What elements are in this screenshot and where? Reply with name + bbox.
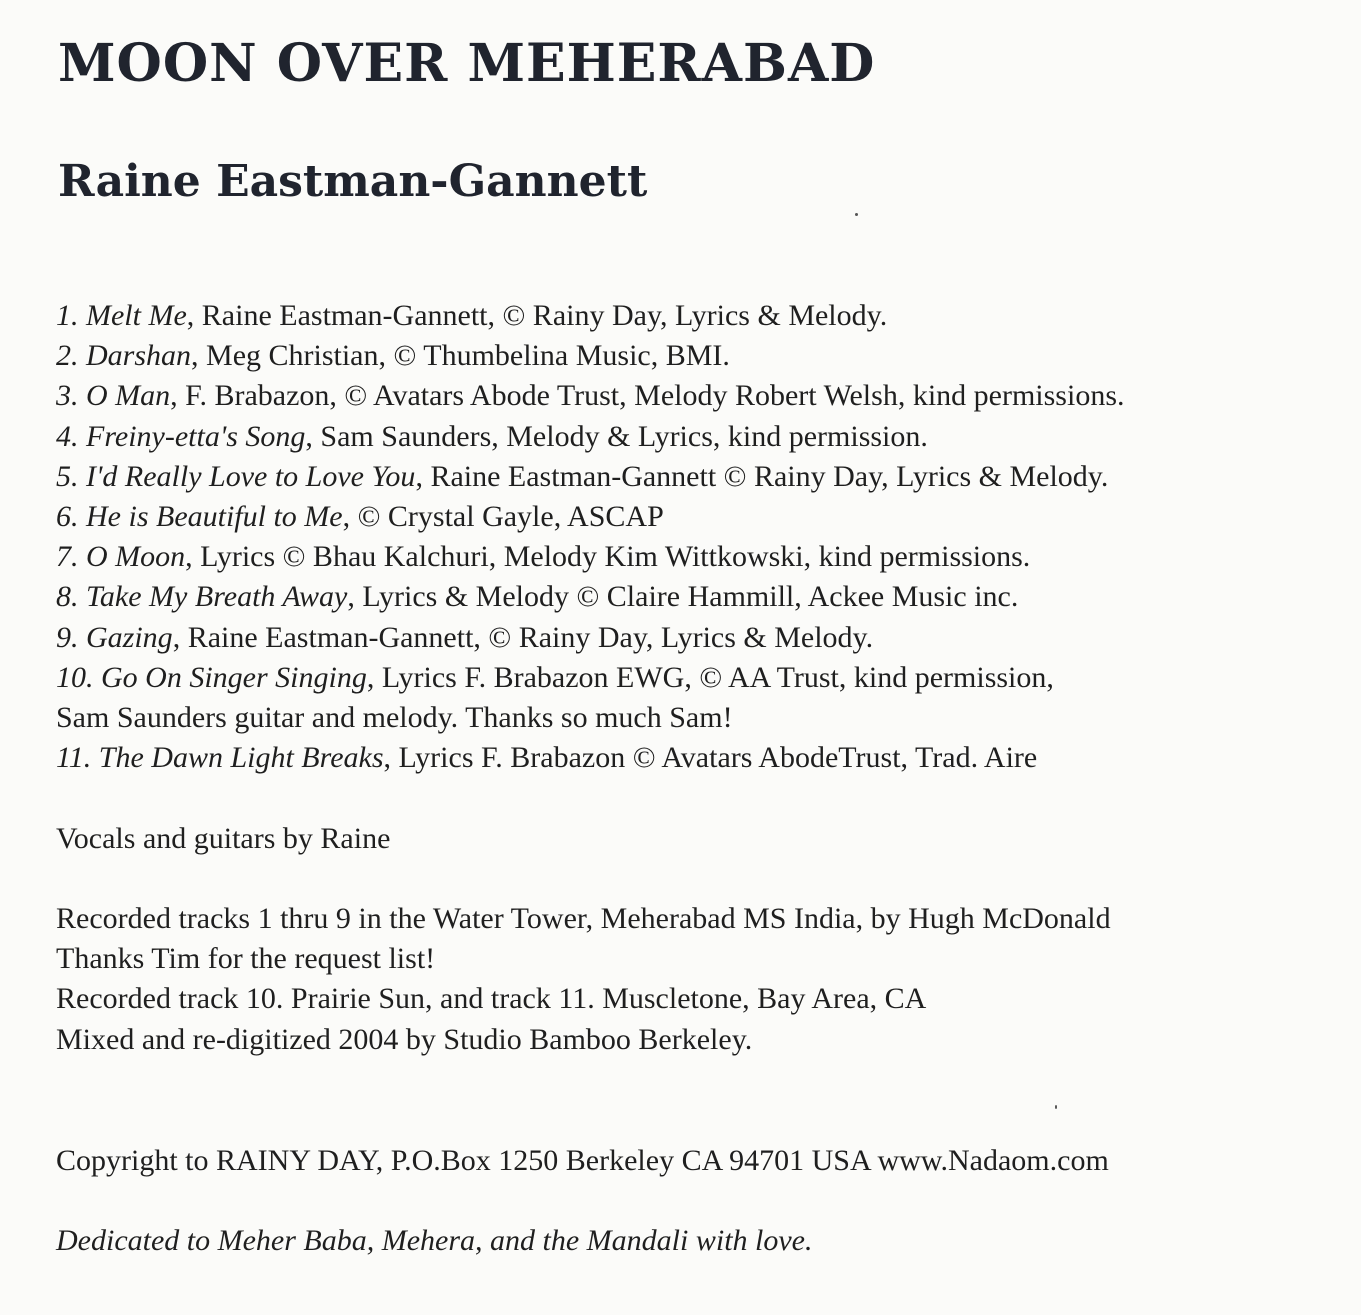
track-list [56, 296, 1125, 778]
track-number: 7. [56, 540, 86, 574]
recording-line: Recorded track 10. Prairie Sun, and track 11. Muscletone, Bay Area, CA [56, 982, 927, 1016]
track-item [56, 658, 1125, 698]
track-number: 3. [56, 379, 86, 413]
track-number: 10. [56, 660, 101, 694]
track-item [56, 738, 1125, 778]
track-credit: , Raine Eastman-Gannett, © Rainy Day, Lyrics & Melody. [172, 620, 874, 654]
track-credit: , Lyrics F. Brabazon © Avatars AbodeTrust, Trad. Aire [383, 741, 1038, 775]
track-credit: , Raine Eastman-Gannett © Rainy Day, Lyrics & Melody. [415, 459, 1109, 493]
track-item [56, 296, 1125, 336]
track-credit: , Meg Christian, © Thumbelina Music, BMI. [191, 339, 730, 373]
track-number: 5. [56, 459, 86, 493]
track-title: Melt Me [86, 299, 187, 332]
track-item [56, 618, 1125, 658]
track-number: 1. [56, 299, 86, 332]
paper-speck [855, 213, 858, 216]
track-credit: , Sam Saunders, Melody & Lyrics, kind permission. [305, 419, 928, 453]
track-credit: , Raine Eastman-Gannett, © Rainy Day, Lyrics & Melody. [186, 299, 888, 332]
recording-line: Recorded tracks 1 thru 9 in the Water Tower, Meherabad MS India, by Hugh McDonald [56, 902, 1111, 935]
recording-line: Thanks Tim for the request list! [56, 942, 436, 976]
track-title: The Dawn Light Breaks [98, 741, 384, 775]
track-title: O Moon [86, 540, 186, 574]
artist-name: Raine Eastman-Gannett [58, 156, 648, 207]
paper-speck [1055, 1105, 1057, 1109]
track-item [56, 457, 1125, 497]
track-item [56, 336, 1125, 376]
track-title: I'd Really Love to Love You [86, 459, 416, 493]
track-title: He is Beautiful to Me [86, 500, 343, 534]
track-number: 8. [56, 580, 86, 614]
track-number: 2. [56, 339, 86, 373]
track-number: 4. [56, 419, 86, 453]
track-title: Darshan [86, 339, 192, 373]
track-number: 11. [56, 741, 99, 775]
track-number: 9. [56, 620, 86, 654]
track-credit: , © Crystal Gayle, ASCAP [342, 500, 664, 534]
track-credit: , Lyrics F. Brabazon EWG, © AA Trust, kind permission, [366, 660, 1054, 694]
track-title: O Man [86, 379, 171, 413]
track-title: Go On Singer Singing [101, 660, 367, 694]
copyright-notice: Copyright to RAINY DAY, P.O.Box 1250 Berkeley CA 94701 USA www.Nadaom.com [56, 1144, 1109, 1177]
track-number: 6. [56, 500, 86, 534]
track-credit: , F. Brabazon, © Avatars Abode Trust, Melody Robert Welsh, kind permissions. [170, 379, 1125, 413]
track-credit: Sam Saunders guitar and melody. Thanks so much Sam! [56, 701, 733, 735]
track-item [56, 537, 1125, 577]
track-item [56, 417, 1125, 457]
track-title: Take My Breath Away [86, 580, 348, 614]
track-item [56, 376, 1125, 416]
track-title: Gazing [86, 620, 173, 654]
album-title: MOON OVER MEHERABAD [58, 33, 876, 94]
recording-notes [56, 899, 1111, 1060]
track-title: Freiny-etta's Song [86, 419, 306, 453]
track-item [56, 497, 1125, 537]
vocals-credit: Vocals and guitars by Raine [56, 822, 391, 855]
track-item [56, 577, 1125, 617]
track-credit: , Lyrics & Melody © Claire Hammill, Ackee Music inc. [347, 580, 1019, 614]
dedication: Dedicated to Meher Baba, Mehera, and the Mandali with love. [56, 1224, 813, 1257]
track-item-continuation [56, 698, 1125, 738]
recording-line: Mixed and re-digitized 2004 by Studio Bamboo Berkeley. [56, 1022, 753, 1056]
track-credit: , Lyrics © Bhau Kalchuri, Melody Kim Wittkowski, kind permissions. [185, 540, 1031, 574]
